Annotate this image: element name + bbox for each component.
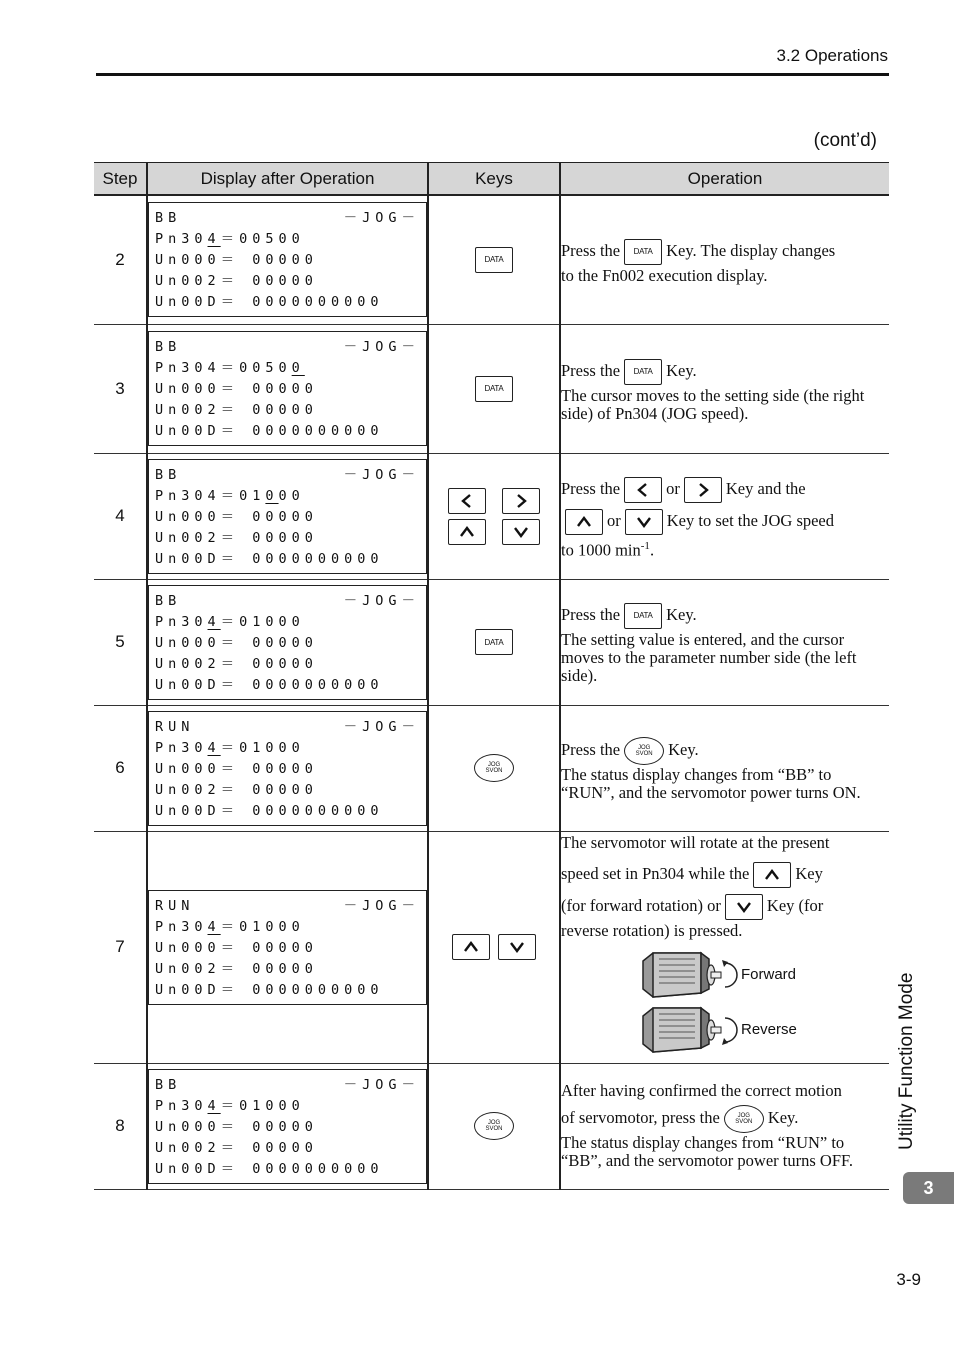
display-text: Un002＝ 00000 xyxy=(155,655,318,672)
display-text: Un00D＝ 0000000000 xyxy=(155,1160,384,1177)
display-text: Un002＝ 00000 xyxy=(155,781,318,798)
display-line xyxy=(149,717,426,738)
display-line xyxy=(149,486,426,507)
operator-display xyxy=(148,711,427,826)
display-line xyxy=(149,271,426,292)
step-number: 6 xyxy=(94,705,147,831)
op-text: Press the xyxy=(561,740,621,759)
operation-text xyxy=(560,195,889,324)
display-line xyxy=(149,780,426,801)
chapter-title: Utility Function Mode xyxy=(896,972,917,1150)
display-text: Pn304＝01000 xyxy=(155,487,305,504)
op-text: reverse rotation) is pressed. xyxy=(561,920,743,940)
display-line xyxy=(149,208,426,229)
display-line xyxy=(149,654,426,675)
display-text: Pn304＝01000 xyxy=(155,739,305,756)
display-line xyxy=(149,292,426,313)
up-arrow-key-icon xyxy=(753,862,791,888)
header-step: Step xyxy=(94,163,147,196)
left-arrow-key-icon xyxy=(624,477,662,503)
display-text: Un002＝ 00000 xyxy=(155,529,318,546)
chapter-tab: 3 xyxy=(903,1172,954,1204)
op-text: Press the xyxy=(561,240,621,260)
cursor-digit: 0 xyxy=(265,487,279,504)
op-text: of servomotor, press the xyxy=(561,1108,720,1127)
cursor-digit: 4 xyxy=(207,1097,221,1114)
forward-rotation xyxy=(639,948,889,1003)
right-arrow-key-icon xyxy=(684,477,722,503)
table-row xyxy=(94,453,889,579)
mode-indicator: －JOG－ xyxy=(343,339,420,355)
mode-indicator: －JOG－ xyxy=(343,210,420,227)
op-text: Key and the xyxy=(725,478,806,498)
table-row xyxy=(94,195,889,324)
cursor-digit: 0 xyxy=(291,360,305,376)
reverse-rotation xyxy=(639,1003,889,1058)
op-text: The servomotor will rotate at the present xyxy=(561,832,830,852)
display-line xyxy=(149,917,426,938)
header-keys: Keys xyxy=(428,163,560,196)
display-text: Un000＝ 00000 xyxy=(155,939,318,956)
display-text: Pn304＝01000 xyxy=(155,918,305,935)
mode-indicator: －JOG－ xyxy=(343,718,420,735)
display-text: BB xyxy=(155,210,182,227)
display-text: Pn304＝00500 xyxy=(155,360,305,376)
display-line xyxy=(149,938,426,959)
op-text: Key. xyxy=(767,1108,799,1127)
display-text: Un000＝ 00000 xyxy=(155,634,318,651)
op-text: Key. xyxy=(666,605,697,624)
servomotor-forward-icon xyxy=(639,949,739,1001)
display-text: Un002＝ 00000 xyxy=(155,960,318,977)
header-display: Display after Operation xyxy=(147,163,428,196)
display-line xyxy=(149,250,426,271)
display-text: RUN xyxy=(155,718,195,735)
display-line xyxy=(149,738,426,759)
op-text: The status display changes from “BB” to “RUN”, and the servomotor power turns ON. xyxy=(561,765,861,802)
display-text: BB xyxy=(155,1076,182,1093)
display-line xyxy=(149,959,426,980)
left-arrow-key-icon xyxy=(448,488,486,514)
op-text: Key to set the JOG speed xyxy=(666,510,835,530)
display-line xyxy=(149,980,426,1001)
header-rule xyxy=(96,73,889,76)
display-line xyxy=(149,612,426,633)
display-line xyxy=(149,1096,426,1117)
display-text: Un002＝ 00000 xyxy=(155,1139,318,1156)
display-text: Un002＝ 00000 xyxy=(155,273,318,290)
operation-text xyxy=(560,453,889,579)
operation-text xyxy=(560,1063,889,1189)
op-text: Key (for xyxy=(766,895,824,915)
operator-display xyxy=(148,890,427,1005)
display-line xyxy=(149,379,426,400)
display-text: Un00D＝ 0000000000 xyxy=(155,294,384,311)
display-text: Un002＝ 00000 xyxy=(155,402,318,418)
mode-indicator: －JOG－ xyxy=(343,592,420,609)
data-key-icon: DATA xyxy=(475,376,513,402)
mode-indicator: －JOG－ xyxy=(343,466,420,483)
cursor-digit: 4 xyxy=(207,613,221,630)
display-text: Pn304＝00500 xyxy=(155,231,305,248)
operator-display xyxy=(148,459,427,574)
motor-rotation-diagram xyxy=(639,948,889,1058)
up-arrow-key-icon xyxy=(565,509,603,535)
operation-table xyxy=(94,162,889,1190)
jog-svon-key-icon: JOG SVON xyxy=(474,1112,514,1140)
cursor-digit: 4 xyxy=(207,231,221,248)
display-text: Pn304＝01000 xyxy=(155,1097,305,1114)
op-text: Key. xyxy=(666,360,697,380)
display-text: BB xyxy=(155,592,182,609)
op-text: or xyxy=(607,510,621,530)
display-text: Un000＝ 00000 xyxy=(155,508,318,525)
display-text: Un00D＝ 0000000000 xyxy=(155,981,384,998)
jog-svon-key-icon: JOG SVON xyxy=(474,754,514,782)
page-number: 3-9 xyxy=(896,1270,921,1289)
op-text: Key xyxy=(795,863,823,883)
op-text: Press the xyxy=(561,605,621,624)
display-line xyxy=(149,633,426,654)
step-number: 5 xyxy=(94,579,147,705)
op-text: Press the xyxy=(561,478,621,498)
mode-indicator: －JOG－ xyxy=(343,897,420,914)
operation-text xyxy=(560,831,889,1063)
data-key-icon: DATA xyxy=(475,247,513,273)
down-arrow-key-icon xyxy=(625,509,663,535)
display-text: Pn304＝01000 xyxy=(155,613,305,630)
servomotor-reverse-icon xyxy=(639,1004,739,1056)
display-line xyxy=(149,465,426,486)
op-text: to the Fn002 execution display. xyxy=(561,265,768,285)
display-line xyxy=(149,675,426,696)
table-row xyxy=(94,831,889,1063)
section-header: 3.2 Operations xyxy=(776,46,888,65)
forward-label: Forward xyxy=(741,966,797,983)
data-key-icon: DATA xyxy=(624,603,662,629)
display-line xyxy=(149,896,426,917)
operator-display xyxy=(148,585,427,700)
data-key-icon: DATA xyxy=(624,239,662,265)
up-arrow-key-icon xyxy=(452,934,490,960)
op-text: After having confirmed the correct motion xyxy=(561,1081,842,1100)
display-text: Un00D＝ 0000000000 xyxy=(155,550,384,567)
data-key-icon: DATA xyxy=(475,629,513,655)
jog-svon-key-icon: JOG SVON xyxy=(724,1105,764,1133)
display-line xyxy=(149,1159,426,1180)
display-text: BB xyxy=(155,339,182,355)
step-number: 2 xyxy=(94,195,147,324)
display-text: Un000＝ 00000 xyxy=(155,252,318,269)
display-line xyxy=(149,400,426,421)
display-line xyxy=(149,358,426,379)
step-number: 4 xyxy=(94,453,147,579)
cursor-digit: 4 xyxy=(207,918,221,935)
display-text: Un00D＝ 0000000000 xyxy=(155,676,384,693)
table-header-row xyxy=(94,163,889,196)
mode-indicator: －JOG－ xyxy=(343,1076,420,1093)
op-text: The status display changes from “RUN” to “BB”, and the servomotor power turns OFF. xyxy=(561,1133,853,1170)
down-arrow-key-icon xyxy=(502,519,540,545)
data-key-icon: DATA xyxy=(624,359,662,385)
op-text: The setting value is entered, and the cursor moves to the parameter number side (the left side). xyxy=(561,630,857,685)
op-text: speed set in Pn304 while the xyxy=(561,863,750,883)
header-operation: Operation xyxy=(560,163,889,196)
op-text: . xyxy=(649,540,655,560)
display-line xyxy=(149,528,426,549)
op-text: or xyxy=(666,478,680,498)
display-line xyxy=(149,229,426,250)
display-line xyxy=(149,591,426,612)
operation-text xyxy=(560,324,889,453)
operator-display xyxy=(148,331,427,446)
display-line xyxy=(149,549,426,570)
table-row xyxy=(94,579,889,705)
op-text: Press the xyxy=(561,360,621,380)
display-text: Un00D＝ 0000000000 xyxy=(155,802,384,819)
display-text: Un00D＝ 0000000000 xyxy=(155,423,384,439)
continued-label: (cont’d) xyxy=(813,130,877,151)
display-line xyxy=(149,1138,426,1159)
display-line xyxy=(149,1117,426,1138)
operation-text xyxy=(560,579,889,705)
display-line xyxy=(149,421,426,442)
op-text: Key. The display changes xyxy=(666,240,836,260)
display-line xyxy=(149,507,426,528)
display-text: BB xyxy=(155,466,182,483)
operator-display xyxy=(148,1069,427,1184)
display-text: Un000＝ 00000 xyxy=(155,760,318,777)
table-row xyxy=(94,1063,889,1189)
jog-svon-key-icon: JOG SVON xyxy=(624,737,664,765)
down-arrow-key-icon xyxy=(498,934,536,960)
display-line xyxy=(149,801,426,822)
down-arrow-key-icon xyxy=(725,894,763,920)
op-text: Key. xyxy=(668,740,699,759)
operation-text xyxy=(560,705,889,831)
display-text: Un000＝ 00000 xyxy=(155,1118,318,1135)
table-row xyxy=(94,324,889,453)
cursor-digit: 4 xyxy=(207,739,221,756)
step-number: 7 xyxy=(94,831,147,1063)
display-line xyxy=(149,1075,426,1096)
step-number: 8 xyxy=(94,1063,147,1189)
step-number: 3 xyxy=(94,324,147,453)
operator-display xyxy=(148,202,427,317)
display-text: RUN xyxy=(155,897,195,914)
display-line xyxy=(149,759,426,780)
up-arrow-key-icon xyxy=(448,519,486,545)
display-text: Un000＝ 00000 xyxy=(155,381,318,397)
right-arrow-key-icon xyxy=(502,488,540,514)
reverse-label: Reverse xyxy=(741,1021,797,1038)
display-line xyxy=(149,337,426,358)
op-superscript: -1 xyxy=(640,539,650,552)
op-text: (for forward rotation) or xyxy=(561,895,721,915)
op-text: The cursor moves to the setting side (the right side) of Pn304 (JOG speed). xyxy=(561,385,865,423)
op-text: to 1000 min xyxy=(561,540,641,560)
table-row xyxy=(94,705,889,831)
